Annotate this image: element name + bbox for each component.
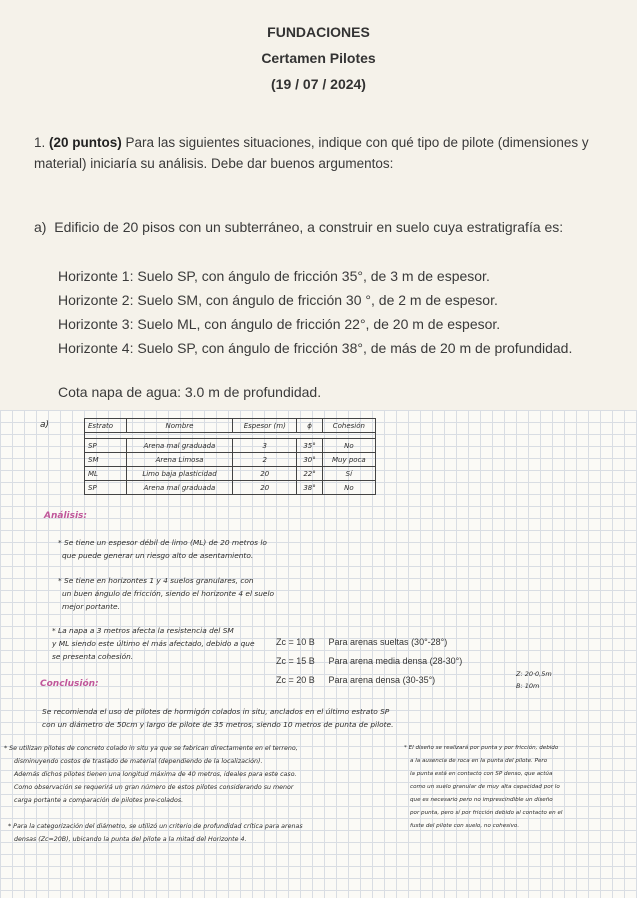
question-points: (20 puntos) [49, 135, 122, 150]
table-row: ML Limo baja plasticidad 20 22° Sí [85, 467, 376, 481]
part-a-statement [34, 219, 563, 235]
course-title: FUNDACIONES [267, 24, 370, 40]
footnote-right-line: como un suelo granular de muy alta capacidad por lo [410, 784, 560, 790]
conclusion-line: con un diámetro de 50cm y largo de pilote de 35 metros, siendo 10 metros de punta de pilote. [42, 720, 394, 729]
exam-date: (19 / 07 / 2024) [271, 76, 366, 92]
footnote-right-line: a la ausencia de roca en la punta del pilote. Pero [410, 758, 548, 764]
footnote-left-line: disminuyendo costos de traslado de material (dependiendo de la localización). [14, 758, 263, 765]
footnote-left-line: Además dichos pilotes tienen una longitud máxima de 40 metros, ideales para este caso. [14, 771, 297, 778]
analysis-line: * Se tiene en horizontes 1 y 4 suelos granulares, con [58, 576, 254, 585]
analysis-title: Análisis: [44, 511, 88, 521]
zc-note: Z: 20·0,5m [516, 670, 552, 678]
question-text: Para las siguientes situaciones, indique con qué tipo de pilote (dimensiones y material) iniciaría su análisis. Debe dar buenos argumentos: [34, 135, 589, 171]
horizon-1: Horizonte 1: Suelo SP, con ángulo de fricción 35°, de 3 m de espesor. [58, 268, 490, 284]
footnote-left-line: carga portante a comparación de pilotes pre-colados. [14, 797, 184, 804]
question-1 [34, 132, 609, 174]
col-phi: ϕ [297, 419, 322, 433]
footnote-left-line: * Para la categorización del diámetro, se utilizó un criterio de profundidad crítica para arenas [8, 823, 303, 830]
footnote-right-line: fuste del pilote con suelo, no cohesivo. [410, 823, 520, 829]
col-espesor: Espesor (m) [233, 419, 297, 433]
conclusion-line: Se recomienda el uso de pilotes de hormigón colados in situ, anclados en el último estrato SP [42, 707, 390, 716]
analysis-line: que puede generar un riesgo alto de asentamiento. [62, 551, 254, 560]
conclusion-title: Conclusión: [40, 679, 99, 689]
part-a-label: a) [34, 219, 47, 235]
table-row: SP Arena mal graduada 3 35° No [85, 439, 376, 453]
part-a-text: Edificio de 20 pisos con un subterráneo, a construir en suelo cuya estratigrafía es: [54, 219, 564, 235]
zc-row: Zc = 20 B Para arena densa (30-35°) [276, 675, 436, 685]
table-row: SM Arena Limosa 2 30° Muy poca [85, 453, 376, 467]
horizon-2: Horizonte 2: Suelo SM, con ángulo de fricción 30 °, de 2 m de espesor. [58, 292, 498, 308]
horizon-4: Horizonte 4: Suelo SP, con ángulo de fricción 38°, de más de 20 m de profundidad. [58, 340, 573, 356]
analysis-line: * La napa a 3 metros afecta la resistencia del SM [52, 626, 234, 635]
soil-table-header [85, 419, 376, 433]
footnote-right-line: * El diseño se realizará por punta y por fricción, debido [404, 745, 559, 751]
analysis-line: se presenta cohesión. [52, 652, 134, 661]
footnote-left-line: densas (Zc=20B), ubicando la punta del pilote a la mitad del Horizonte 4. [14, 836, 247, 843]
footnote-left-line: Como observación se requerirá un gran número de estos pilotes considerando su menor [14, 784, 294, 791]
analysis-line: y ML siendo este último el más afectado, debido a que [52, 639, 255, 648]
footnote-right-line: por punta, pero sí por fricción debido al contacto en el [410, 810, 563, 816]
col-nombre: Nombre [126, 419, 232, 433]
zc-row: Zc = 10 B Para arenas sueltas (30°-28°) [276, 637, 448, 647]
question-number: 1. [34, 135, 46, 150]
answer-label: a) [40, 420, 50, 430]
footnote-right-line: que es necesario pero no imprescindible un diseño [410, 797, 553, 803]
exam-title: Certamen Pilotes [261, 50, 376, 66]
horizon-3: Horizonte 3: Suelo ML, con ángulo de fricción 22°, de 20 m de espesor. [58, 316, 501, 332]
analysis-line: un buen ángulo de fricción, siendo el horizonte 4 el suelo [62, 589, 275, 598]
col-cohesion: Cohesión [322, 419, 375, 433]
water-table-note: Cota napa de agua: 3.0 m de profundidad. [58, 384, 322, 400]
zc-row: Zc = 15 B Para arena media densa (28-30°) [276, 656, 463, 666]
soil-table [84, 418, 376, 495]
footnote-right-line: la punta está en contacto con SP denso, que actúa [410, 771, 553, 777]
footnote-left-line: * Se utilizan pilotes de concreto colado in situ ya que se fabrican directamente en el terreno, [4, 745, 298, 752]
exam-sheet [0, 0, 637, 410]
col-estrato: Estrato [85, 419, 127, 433]
table-row: SP Arena mal graduada 20 38° No [85, 481, 376, 495]
zc-note: B: 10m [516, 682, 540, 690]
analysis-line: mejor portante. [62, 602, 120, 611]
analysis-line: * Se tiene un espesor débil de limo (ML) de 20 metros lo [58, 538, 267, 547]
